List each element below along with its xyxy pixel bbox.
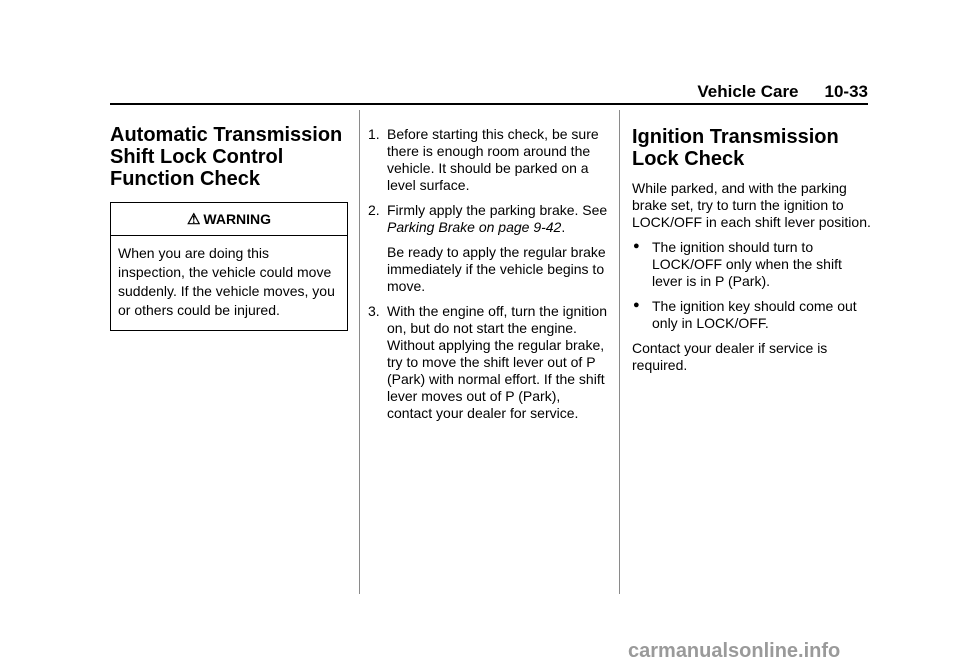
column-divider-1 (359, 110, 360, 594)
column-1 (110, 124, 350, 331)
warning-label: WARNING (203, 211, 272, 227)
header-rule (110, 103, 868, 105)
cross-reference-link[interactable]: Parking Brake on page 9-42 (387, 219, 562, 235)
step-text: With the engine off, turn the ignition on, but do not start the engine. Without applying the regular brake, try to move the shift lever out of P (Park) with normal effort. If the shift lever moves out of P (Park), contact your dealer for service. (387, 303, 607, 421)
warning-exclamation-icon: ⚠ (186, 211, 201, 228)
check-bullets (632, 239, 872, 332)
step-number: 1. (368, 126, 380, 142)
closing-paragraph: Contact your dealer if service is required. (632, 340, 828, 373)
step-subtext: Be ready to apply the regular brake immediately if the vehicle begins to move. (387, 244, 606, 294)
intro-paragraph: While parked, and with the parking brake set, try to turn the ignition to LOCK/OFF in each shift lever position. (632, 180, 871, 230)
column-divider-2 (619, 110, 620, 594)
list-item: ● The ignition should turn to LOCK/OFF only when the shift lever is in P (Park). (633, 239, 842, 289)
warning-text: When you are doing this inspection, the vehicle could move suddenly. If the vehicle moves, you or others could be injured. (118, 245, 335, 318)
step-number: 3. (368, 303, 380, 319)
section-title: Vehicle Care (697, 82, 799, 101)
list-item: ● The ignition key should come out only in LOCK/OFF. (633, 298, 857, 331)
step-text: Before starting this check, be sure there is enough room around the vehicle. It should be parked on a level surface. (387, 126, 599, 193)
section-heading-shift-lock: Automatic Transmission Shift Lock Control Function Check (110, 124, 343, 190)
bullet-icon: ● (633, 240, 640, 252)
section-heading-ignition-lock: Ignition Transmission Lock Check (632, 126, 839, 170)
column-2 (368, 126, 608, 430)
check-steps (368, 126, 608, 422)
step-number: 2. (368, 202, 380, 218)
watermark: carmanualsonline.info (628, 640, 841, 662)
bullet-icon: ● (633, 299, 640, 311)
step-text: Firmly apply the parking brake. See Parking Brake on page 9-42. (387, 202, 608, 235)
warning-header (111, 203, 347, 236)
step-item (368, 126, 608, 194)
page-number: 10-33 (824, 82, 868, 101)
step-item (368, 202, 608, 295)
step-item (368, 303, 608, 422)
warning-box (110, 202, 348, 331)
column-3 (632, 126, 872, 382)
page-header (110, 82, 868, 102)
